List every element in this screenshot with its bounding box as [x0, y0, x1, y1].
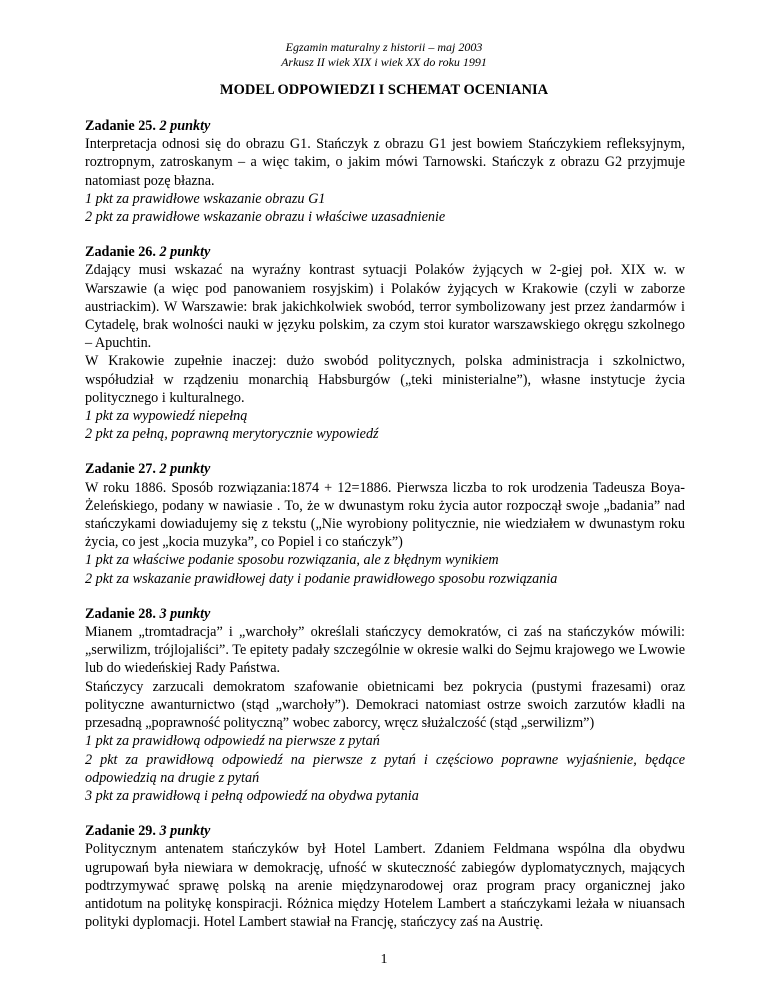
task-answer-paragraph: W roku 1886. Sposób rozwiązania:1874 + 12=1886. Pierwsza liczba to rok urodzenia Tadeusza Boya-Żeleńskiego, podany w nawiasie . To, że w dwunastym roku życia autor rozpoczął swoje „badania” nad stańczykami dowiadujemy się z tekstu („Nie wyrobiony politycznie, nie wiedziałem w dwunastym roku życia, co jest „kocia muzyka”, co Popiel i co stańczyk”): [85, 479, 685, 551]
task-heading: [85, 605, 685, 623]
header-line-2: Arkusz II wiek XIX i wiek XX do roku 1991: [281, 55, 487, 69]
task-section: [85, 605, 685, 805]
task-section: [85, 117, 685, 226]
scoring-criterion: 1 pkt za wypowiedź niepełną: [85, 408, 248, 425]
task-answer-paragraph: W Krakowie zupełnie inaczej: dużo swobód politycznych, polska administracja i szkolnictwo, współudział w rządzeniu monarchią Habsburgów („teki ministerialne”), własne instytucje życia politycznego i kulturalnego.: [85, 353, 685, 406]
task-heading: [85, 117, 685, 135]
task-points: 2 punkty: [159, 118, 211, 134]
scoring-criterion: 1 pkt za prawidłową odpowiedź na pierwsze z pytań: [85, 733, 380, 750]
task-heading: [85, 243, 685, 261]
scoring-criterion: 1 pkt za właściwe podanie sposobu rozwiązania, ale z błędnym wynikiem: [85, 552, 499, 569]
document-title: MODEL ODPOWIEDZI I SCHEMAT OCENIANIA: [219, 82, 549, 98]
task-label: Zadanie 26.: [85, 244, 156, 261]
scoring-criterion: 2 pkt za wskazanie prawidłowej daty i podanie prawidłowego sposobu rozwiązania: [85, 570, 558, 587]
task-answer-paragraph: Mianem „tromtadracja” i „warchoły” określali stańczycy demokratów, ci zaś na stańczyków mówili: „serwilizm, trójlojaliści”. Te epitety padały szczególnie w okresie walki do Sejmu krajowego we Lwowie lub do wiedeńskiej Rady Państwa.: [85, 624, 685, 677]
task-label: Zadanie 28.: [85, 605, 156, 622]
tasks-content: [85, 117, 685, 948]
scoring-criterion: 1 pkt za prawidłowe wskazanie obrazu G1: [85, 190, 326, 207]
task-points: 2 punkty: [159, 244, 211, 261]
page-number: 1: [380, 952, 388, 967]
task-answer-paragraph: Zdający musi wskazać na wyraźny kontrast sytuacji Polaków żyjących w 2-giej poł. XIX w. w Warszawie (a więc pod panowaniem rosyjskim) i Polaków żyjących w Krakowie (czyli w zaborze austriackim). W Warszawie: brak jakichkolwiek swobód, terror symbolizowany jest przez żandarmów i Cytadelę, brak wolności nauki w języku polskim, za czym stoi kurator warszawskiego okręgu szkolnego – Apuchtin.: [85, 262, 685, 352]
task-label: Zadanie 29.: [85, 823, 156, 840]
task-points: 3 punkty: [159, 823, 211, 840]
scoring-criterion: 3 pkt za prawidłową i pełną odpowiedź na obydwa pytania: [85, 787, 419, 804]
task-label: Zadanie 27.: [85, 461, 156, 478]
scoring-criterion: 2 pkt za prawidłowe wskazanie obrazu i właściwe uzasadnienie: [85, 209, 446, 226]
task-section: [85, 822, 685, 931]
task-heading: [85, 822, 685, 840]
task-section: [85, 243, 685, 443]
header-line-1: Egzamin maturalny z historii – maj 2003: [285, 40, 483, 54]
task-answer-paragraph: Interpretacja odnosi się do obrazu G1. Stańczyk z obrazu G1 jest bowiem Stańczykiem refleksyjnym, roztropnym, zatroskanym – a więc takim, o jakim mówi Tarnowski. Stańczyk z obrazu G2 przyjmuje natomiast pozę błazna.: [85, 136, 685, 189]
task-answer-paragraph: Stańczycy zarzucali demokratom szafowanie obietnicami bez pokrycia (pustymi frazesami) oraz polityczne awanturnictwo (stąd „warchoły”). Demokraci natomiast ostrze swoich zarzutów kładli na przesadną „poprawność polityczną” wobec zaborcy, wręcz służalczość (stąd „serwilizm”): [85, 678, 685, 732]
page-header: [0, 40, 768, 70]
task-heading: [85, 460, 685, 478]
task-points: 3 punkty: [159, 605, 211, 622]
task-section: [85, 460, 685, 587]
scoring-criterion: 2 pkt za prawidłową odpowiedź na pierwsze z pytań i częściowo poprawne wyjaśnienie, będące odpowiedzią na drugie z pytań: [85, 751, 685, 786]
task-points: 2 punkty: [159, 461, 211, 478]
task-answer-paragraph: Politycznym antenatem stańczyków był Hotel Lambert. Zdaniem Feldmana wspólna dla obydwu ugrupowań była niewiara w demokrację, ufność w skuteczność zabiegów dyplomatycznych, mających podtrzymywać sprawę polską na arenie międzynarodowej oraz program pracy organicznej jako antidotum na politykę konspiracji. Różnica między Hotelem Lambert a stańczykami leżała w niuansach polityki dyplomacji. Hotel Lambert stawiał na Francję, stańczycy zaś na Austrię.: [85, 841, 685, 931]
task-label: Zadanie 25.: [85, 118, 156, 134]
scoring-criterion: 2 pkt za pełną, poprawną merytorycznie wypowiedź: [85, 426, 379, 443]
